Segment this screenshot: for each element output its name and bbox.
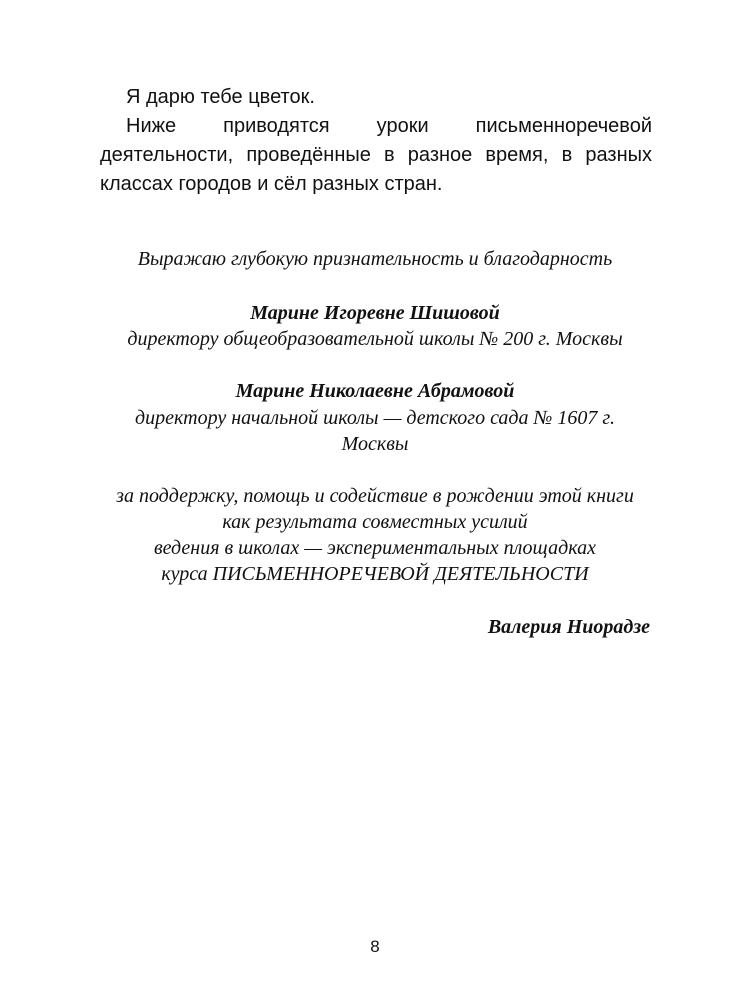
page-number: 8: [370, 937, 380, 956]
dedication-person-1-name: Марине Игоревне Шишовой: [250, 302, 500, 324]
dedication-closing-line-2: как результата совместных усилий: [222, 511, 528, 533]
body-paragraph-2: Ниже приводятся уроки письменноречевой деятельности, проведённые в разное время, в разных классах городов и сёл разных стран.: [100, 115, 652, 195]
body-paragraph-1: Я дарю тебе цветок.: [126, 86, 315, 108]
course-prefix: курса: [161, 563, 213, 585]
dedication-closing-line-4: [0, 561, 750, 587]
dedication-person-2-role-line-1: директору начальной школы — детского сада № 1607 г.: [135, 407, 615, 429]
dedication-closing-line-3: ведения в школах — экспериментальных площадках: [153, 537, 596, 559]
dedication-person-2-name: Марине Николаевне Абрамовой: [235, 380, 515, 402]
dedication-person-2-role-line-2: Москвы: [341, 433, 409, 455]
course-name: ПИСЬМЕННОРЕЧЕВОЙ ДЕЯТЕЛЬНОСТИ: [212, 563, 589, 585]
dedication-intro: Выражаю глубокую признательность и благодарность: [137, 248, 613, 270]
signature: Валерия Ниорадзе: [487, 616, 650, 638]
dedication-person-1-role: директору общеобразовательной школы № 200 г. Москвы: [127, 328, 623, 350]
body-text: [100, 83, 652, 199]
dedication-closing-line-1: за поддержку, помощь и содействие в рождении этой книги: [116, 485, 634, 507]
